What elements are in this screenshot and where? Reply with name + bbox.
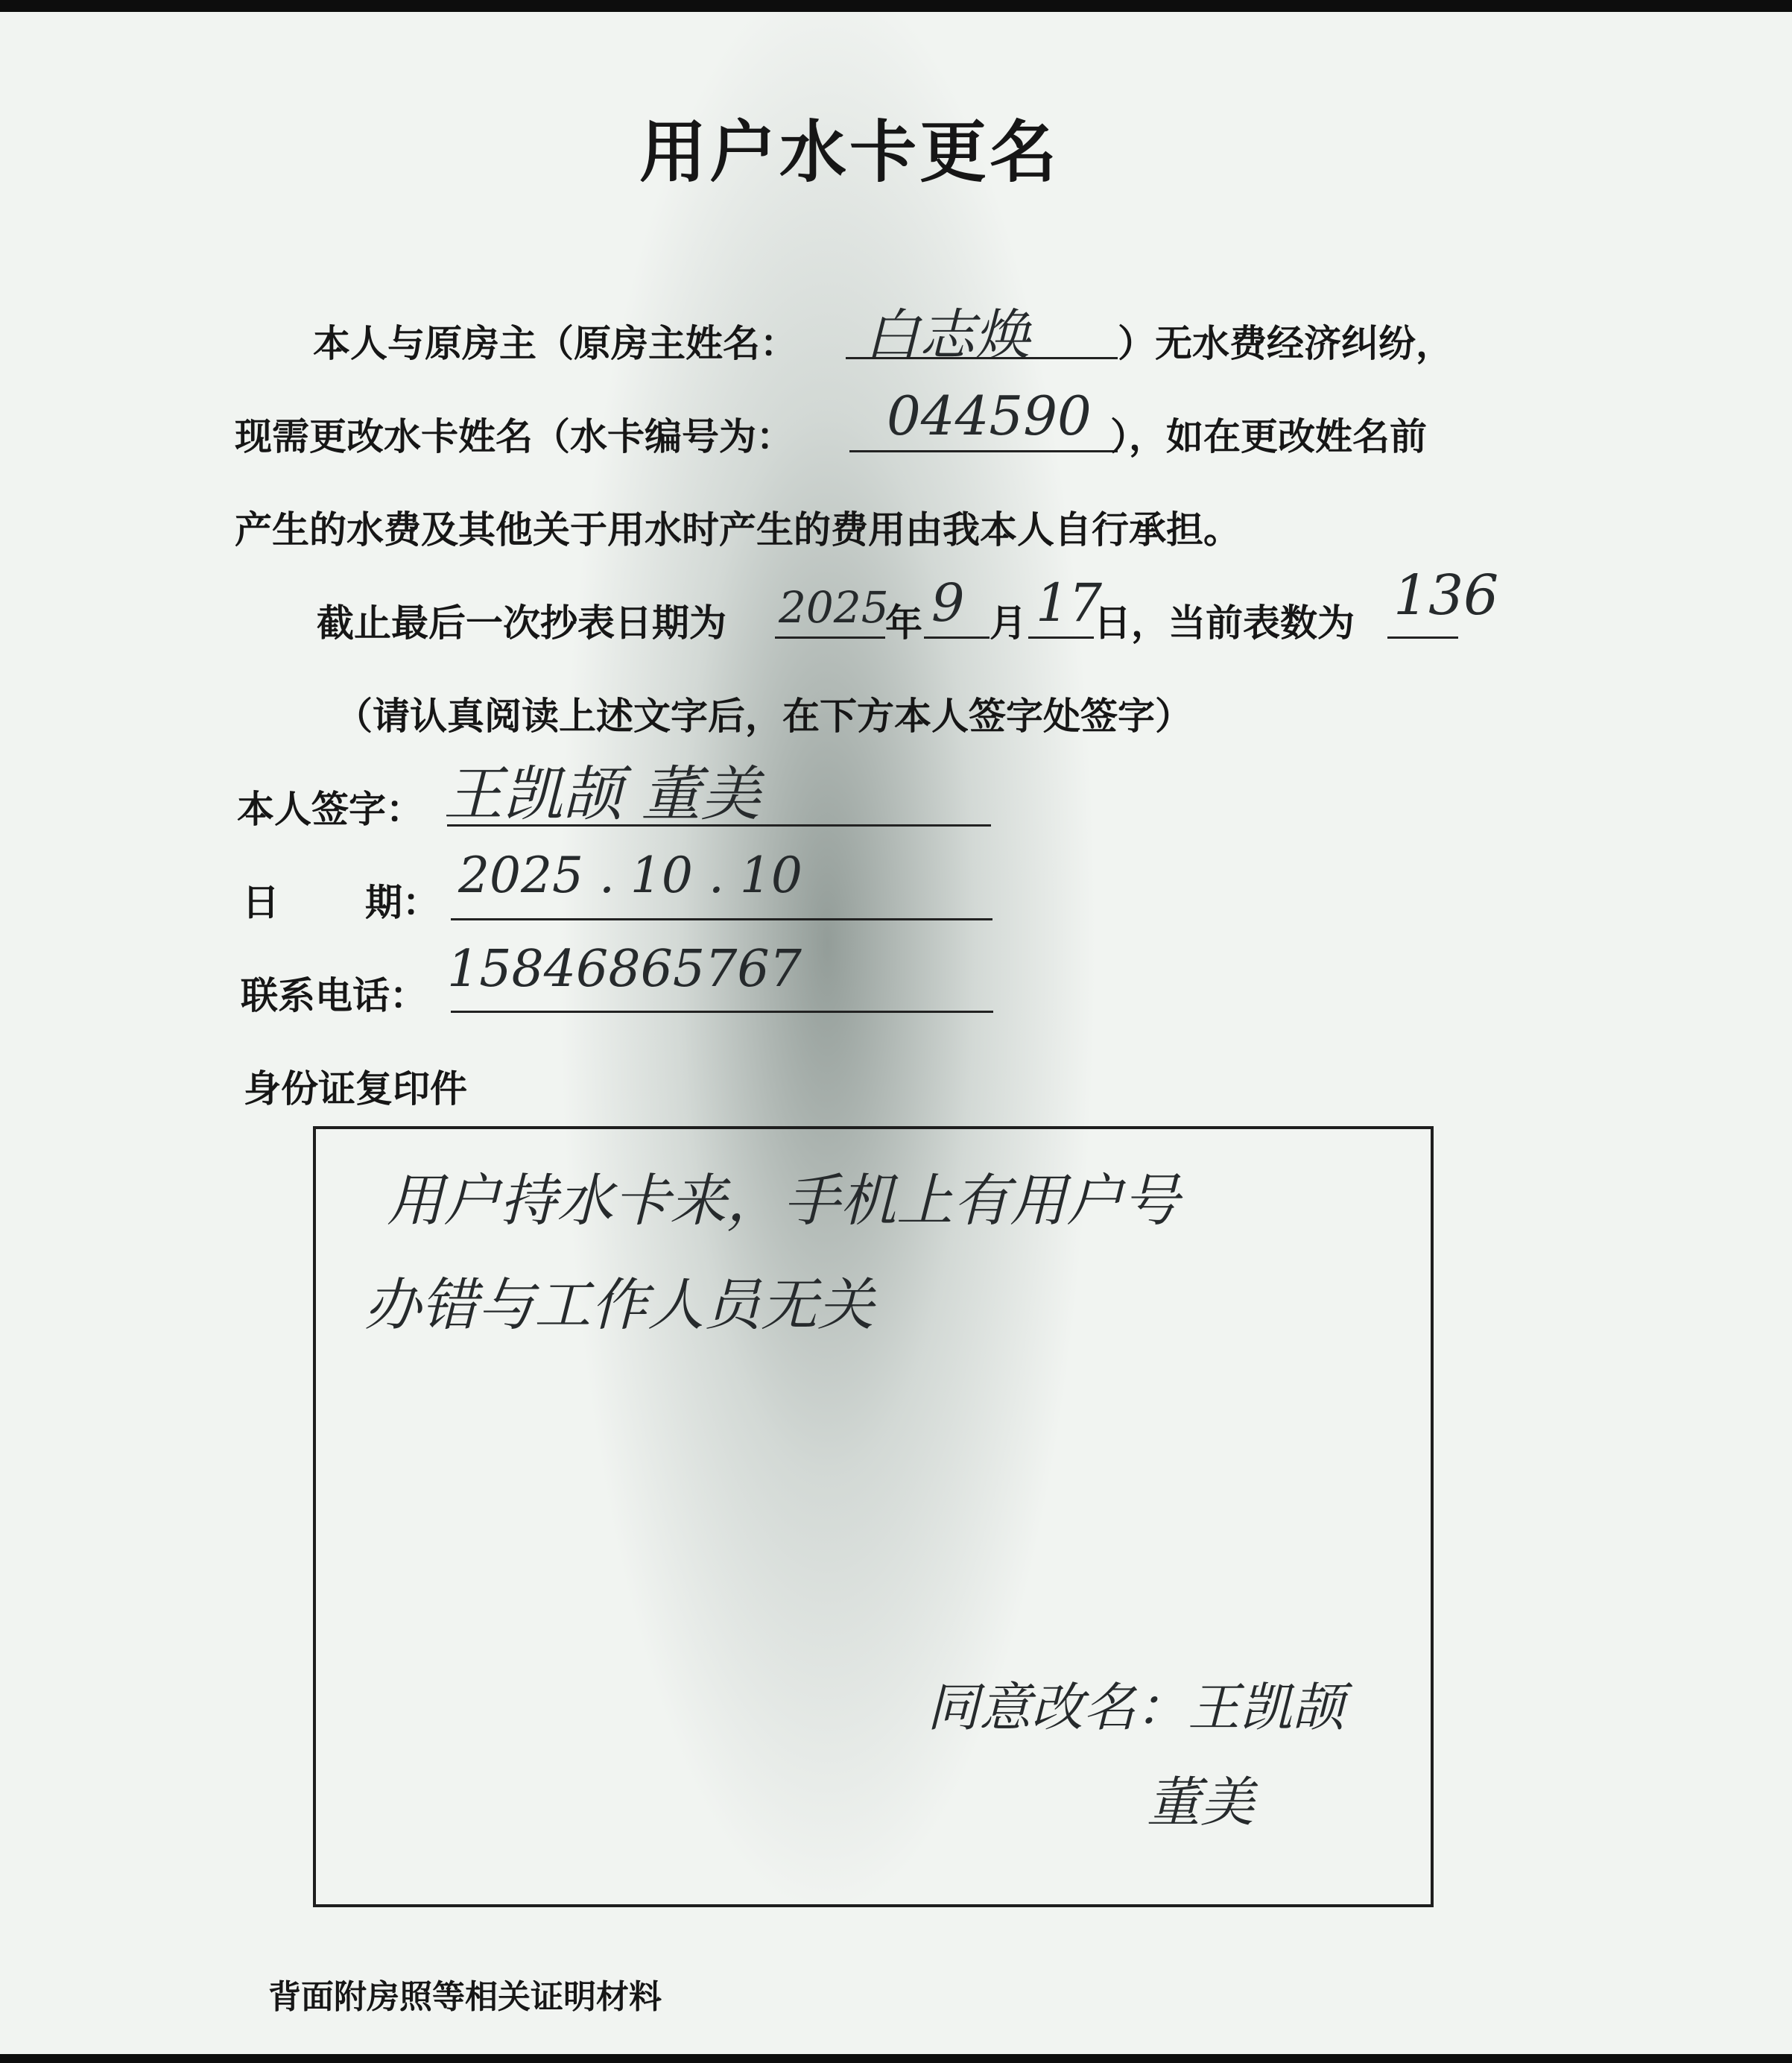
reading-month: 9 xyxy=(931,572,965,634)
day-underline xyxy=(1028,636,1094,639)
owner-line-suffix: ）无水费经济纠纷， xyxy=(1118,322,1453,365)
month-underline xyxy=(924,636,990,639)
id-copy-label: 身份证复印件 xyxy=(244,1067,467,1111)
document-page xyxy=(0,12,1792,2054)
meter-underline xyxy=(1387,636,1458,639)
responsibility-line: 产生的水费及其他关于用水时产生的费用由我本人自行承担。 xyxy=(235,508,1241,552)
month-label: 月 xyxy=(990,601,1027,645)
box-consent-note: 同意改名：王凯颉 xyxy=(927,1677,1344,1738)
date-underline xyxy=(451,918,992,920)
signature-handwritten: 王凯颉 董美 xyxy=(443,759,761,829)
phone-handwritten: 15846865767 xyxy=(447,940,802,999)
day-label: 日，当前表数为 xyxy=(1094,601,1355,645)
phone-underline xyxy=(451,1011,993,1013)
year-underline xyxy=(775,636,885,639)
signature-label: 本人签字： xyxy=(237,788,423,831)
footer-note: 背面附房照等相关证明材料 xyxy=(268,1978,662,2016)
date-label-part2: 期： xyxy=(365,881,440,924)
date-label-part1: 日 xyxy=(242,881,279,924)
id-copy-box xyxy=(313,1126,1434,1907)
reading-day: 17 xyxy=(1036,572,1103,634)
water-card-number: 044590 xyxy=(887,385,1092,447)
date-handwritten: 2025 . 10 . 10 xyxy=(458,847,802,904)
card-line-prefix: 现需更改水卡姓名（水卡编号为： xyxy=(235,415,794,458)
meter-reading: 136 xyxy=(1393,563,1499,628)
box-note-line1: 用户持水卡来，手机上有用户号 xyxy=(387,1167,1180,1233)
reading-notice: （请认真阅读上述文字后，在下方本人签字处签字） xyxy=(335,695,1192,738)
year-label: 年 xyxy=(885,601,922,645)
signature-underline xyxy=(447,824,991,827)
original-owner-name: 白志焕 xyxy=(864,303,1030,367)
box-consent-name2: 董美 xyxy=(1147,1771,1255,1833)
phone-label: 联系电话： xyxy=(241,974,427,1017)
card-line-suffix: ），如在更改姓名前 xyxy=(1110,415,1427,458)
box-note-line2: 办错与工作人员无关 xyxy=(364,1271,874,1338)
owner-line-prefix: 本人与原房主（原房主姓名： xyxy=(313,322,797,365)
reading-year: 2025 xyxy=(779,582,889,633)
document-title: 用户水卡更名 xyxy=(639,113,1060,192)
owner-name-underline xyxy=(846,357,1118,359)
card-number-underline xyxy=(849,450,1118,452)
reading-line-prefix: 截止最后一次抄表日期为 xyxy=(317,601,726,645)
